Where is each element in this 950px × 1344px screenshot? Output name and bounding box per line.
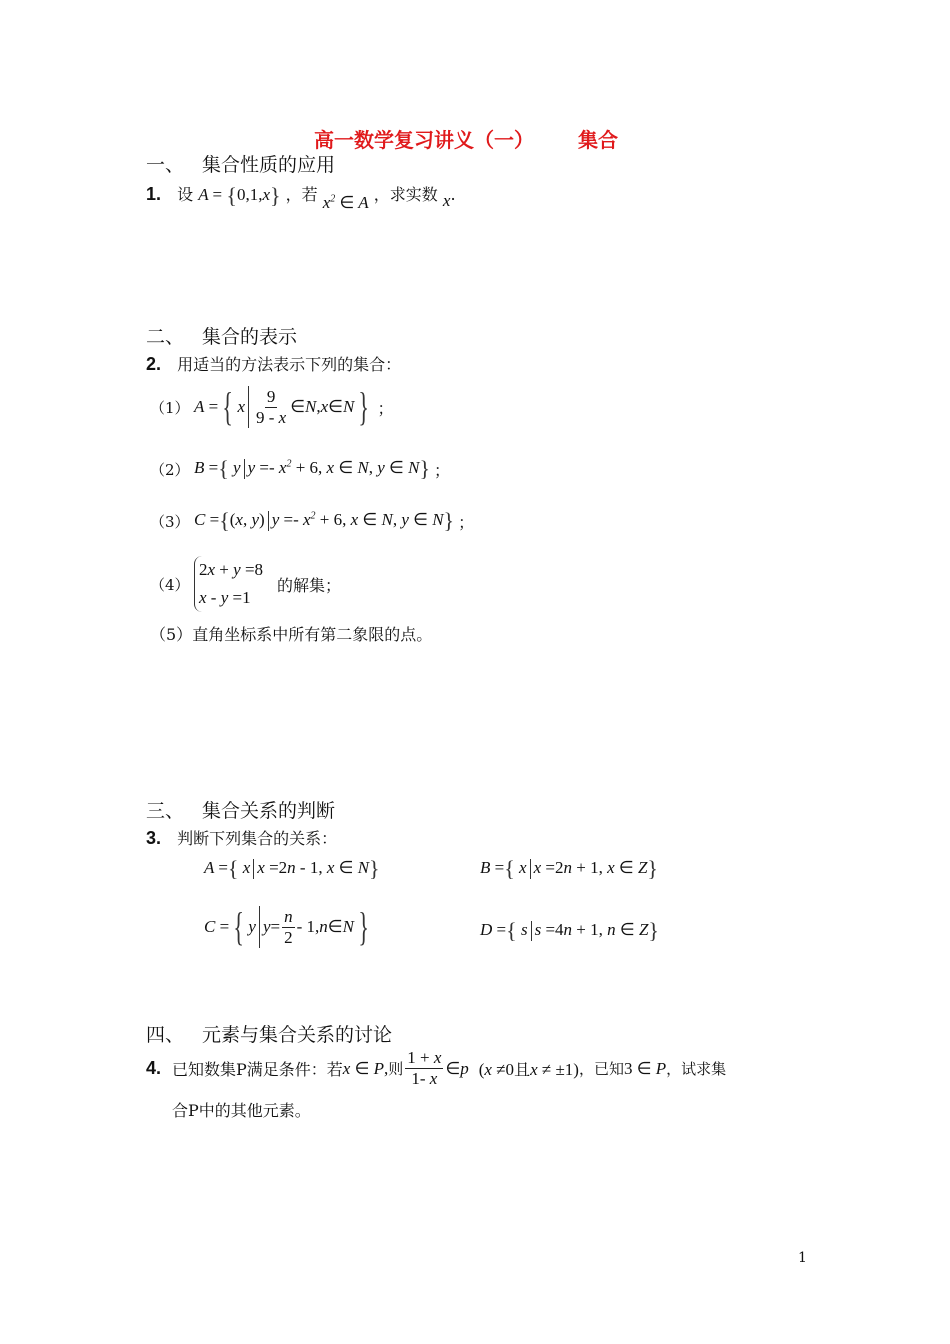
formula-2-1: A = { x $\frac{9}{9 - x}$ ∈ N , x ∈ N }: [194, 384, 370, 429]
page-number: 1: [798, 1250, 807, 1266]
question-4-line-2: 合P中的其他元素。: [172, 1101, 311, 1120]
question-2: 2. 用适当的方法表示下列的集合：: [146, 354, 402, 374]
formula-set-b-q3: B ={ x x =2n + 1, x ∈ Z}: [480, 856, 658, 881]
formula-set-a-q3: A ={ x x =2n - 1, x ∈ N}: [204, 856, 380, 881]
q2-item-4: （4） 2x + y =8 x - y =1 的解集；: [150, 556, 341, 612]
formula-2-3: C ={(x, y) $y =- x^2 + 6$, x ∈ N, y ∈ N}: [194, 508, 455, 533]
formula-x: x: [442, 191, 451, 210]
formula-set-a: A = {0,1,x}: [198, 183, 281, 209]
formula-set-d-q3: D ={ s s =4n + 1, n ∈ Z}: [480, 918, 659, 943]
question-1: 1. 设 A = {0,1,x} ，若 $x^2$ ∈ A ，求实数 x.: [146, 183, 456, 212]
formula-2-2: B ={ y $y =- x^2 + 6$, x ∈ N, y ∈ N}: [194, 456, 430, 481]
section-heading-3: 三、 集合关系的判断: [146, 800, 336, 822]
page-title: 高一数学复习讲义（一） 集合: [314, 128, 618, 152]
formula-fraction-in-p: $\frac{1 + x}{1- x}$ ∈ p: [407, 1048, 469, 1088]
question-4: 4. 已知数集P满足条件：若 x ∈ P, 则 $\frac{1 + x}{1- x}$ ∈ p (x ≠0且x ≠ ±1) ，已知 3 ∈ P ，试求集: [146, 1048, 727, 1088]
section-heading-1: 一、 集合性质的应用: [146, 154, 336, 176]
section-heading-2: 二、 集合的表示: [146, 326, 298, 348]
section-heading-4: 四、 元素与集合关系的讨论: [146, 1024, 393, 1046]
formula-x-in-p: x ∈ P,: [342, 1058, 389, 1078]
question-3: 3. 判断下列集合的关系：: [146, 828, 338, 848]
formula-x-squared-in-a: $x^2$ ∈ A: [322, 193, 369, 212]
q2-item-3: （3） C ={(x, y) $y =- x^2 + 6$, x ∈ N, y ∈ N} ；: [150, 508, 475, 533]
formula-equation-system: 2x + y =8 x - y =1: [194, 556, 263, 612]
q2-item-5: （5）直角坐标系中所有第二象限的点。: [150, 625, 433, 644]
formula-set-c-q3: C = { y y = $\frac{n}{2}$ - 1, n ∈ N }: [204, 904, 369, 949]
q2-item-1: （1） A = { x $\frac{9}{9 - x}$ ∈ N , x ∈ N } ；: [150, 384, 394, 429]
formula-3-in-p: 3 ∈ P: [623, 1058, 667, 1078]
formula-condition: (x ≠0且x ≠ ±1): [478, 1060, 579, 1079]
q2-item-2: （2） B ={ y $y =- x^2 + 6$, x ∈ N, y ∈ N} ；: [150, 456, 451, 481]
